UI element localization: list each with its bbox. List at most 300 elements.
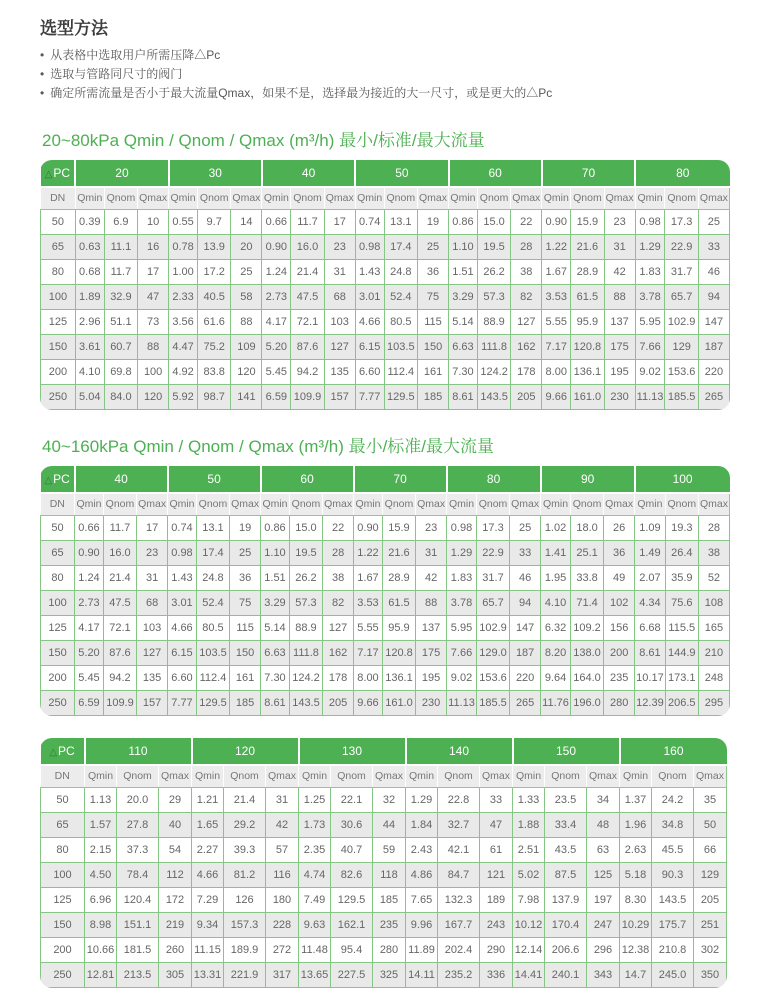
value-cell-qnom: 153.6 — [476, 665, 509, 690]
value-cell-qnom: 120.8 — [382, 640, 415, 665]
value-cell-qnom: 124.2 — [477, 359, 510, 384]
dpc-corner-label: PC — [53, 165, 71, 180]
value-cell-qmin: 1.67 — [354, 565, 383, 590]
value-cell-qmax: 46 — [510, 565, 541, 590]
value-cell-qnom: 196.0 — [570, 690, 603, 715]
value-cell-qmax: 180 — [266, 887, 299, 912]
value-cell-qmin: 0.66 — [75, 515, 104, 540]
table-row — [41, 309, 730, 334]
value-cell-qnom: 210.8 — [652, 937, 694, 962]
value-cell-qnom: 103.5 — [384, 334, 417, 359]
value-cell-qmin: 8.20 — [541, 640, 571, 665]
value-cell-qmax: 205 — [694, 887, 727, 912]
value-cell-qmin: 1.96 — [620, 812, 652, 837]
value-cell-qnom: 129.0 — [476, 640, 509, 665]
value-cell-qmax: 10 — [138, 209, 169, 234]
value-cell-qnom: 126 — [224, 887, 266, 912]
value-cell-qmax: 280 — [604, 690, 635, 715]
value-cell-qnom: 143.5 — [289, 690, 322, 715]
sub-header-qnom: Qnom — [331, 765, 373, 788]
value-cell-qmin: 3.01 — [168, 590, 197, 615]
value-cell-qmin: 8.61 — [449, 384, 478, 409]
value-cell-qnom: 136.1 — [571, 359, 604, 384]
value-cell-qmax: 175 — [416, 640, 447, 665]
table-row — [41, 812, 727, 837]
value-cell-qnom: 111.8 — [477, 334, 510, 359]
value-cell-qmax: 19 — [418, 209, 449, 234]
sub-header-qnom: Qnom — [224, 765, 266, 788]
value-cell-qmax: 157 — [324, 384, 355, 409]
value-cell-qmax: 63 — [587, 837, 620, 862]
value-cell-qnom: 61.6 — [198, 309, 231, 334]
value-cell-qmin: 4.66 — [355, 309, 384, 334]
dn-cell: 50 — [41, 515, 75, 540]
value-cell-qnom: 32.9 — [104, 284, 137, 309]
value-cell-qnom: 19.5 — [477, 234, 510, 259]
value-cell-qnom: 21.4 — [291, 259, 324, 284]
value-cell-qmax: 28 — [511, 234, 542, 259]
sub-header-qnom: Qnom — [652, 765, 694, 788]
value-cell-qmin: 0.68 — [75, 259, 104, 284]
value-cell-qmax: 157 — [137, 690, 168, 715]
value-cell-qmax: 161 — [418, 359, 449, 384]
value-cell-qmin: 1.33 — [513, 787, 545, 812]
value-cell-qmin: 0.90 — [262, 234, 291, 259]
value-cell-qnom: 31.7 — [665, 259, 698, 284]
value-cell-qnom: 143.5 — [477, 384, 510, 409]
value-cell-qnom: 72.1 — [103, 615, 136, 640]
value-cell-qnom: 28.9 — [571, 259, 604, 284]
value-cell-qmax: 121 — [480, 862, 513, 887]
sub-header-qmax: Qmax — [480, 765, 513, 788]
sub-header-qmin: Qmin — [620, 765, 652, 788]
value-cell-qnom: 26.2 — [289, 565, 322, 590]
table-row — [41, 384, 730, 409]
sub-header-qnom: Qnom — [196, 493, 229, 516]
sub-header-qmin: Qmin — [447, 493, 477, 516]
value-cell-qmax: 25 — [698, 209, 729, 234]
dn-cell: 125 — [41, 615, 75, 640]
value-cell-qmax: 125 — [587, 862, 620, 887]
sub-header-qmax: Qmax — [511, 187, 542, 210]
table-row — [41, 787, 727, 812]
value-cell-qmin: 3.78 — [447, 590, 477, 615]
value-cell-qnom: 21.6 — [382, 540, 415, 565]
bullet-item: • 从表格中选取用户所需压降△Pc — [40, 46, 730, 65]
dn-cell: 80 — [41, 565, 75, 590]
value-cell-qnom: 138.0 — [570, 640, 603, 665]
value-cell-qmax: 42 — [416, 565, 447, 590]
flow-rate-table — [40, 160, 730, 410]
value-cell-qmax: 165 — [698, 615, 729, 640]
value-cell-qmax: 162 — [511, 334, 542, 359]
value-cell-qnom: 25.1 — [570, 540, 603, 565]
value-cell-qmin: 11.15 — [192, 937, 224, 962]
value-cell-qnom: 39.3 — [224, 837, 266, 862]
value-cell-qmin: 4.47 — [169, 334, 198, 359]
bullet-list — [40, 46, 730, 104]
value-cell-qmin: 1.09 — [635, 515, 666, 540]
value-cell-qnom: 27.8 — [117, 812, 159, 837]
value-cell-qmin: 13.65 — [299, 962, 331, 987]
dn-header-cell: DN — [41, 765, 85, 788]
value-cell-qmax: 135 — [324, 359, 355, 384]
value-cell-qmin: 12.39 — [635, 690, 666, 715]
value-cell-qmax: 272 — [266, 937, 299, 962]
table-row — [41, 590, 730, 615]
value-cell-qmax: 26 — [604, 515, 635, 540]
value-cell-qmax: 178 — [511, 359, 542, 384]
value-cell-qmin: 0.90 — [542, 209, 571, 234]
value-cell-qmax: 36 — [604, 540, 635, 565]
value-cell-qmax: 48 — [587, 812, 620, 837]
value-cell-qnom: 13.9 — [198, 234, 231, 259]
value-cell-qmin: 0.98 — [168, 540, 197, 565]
dn-cell: 65 — [41, 540, 75, 565]
value-cell-qmin: 5.02 — [513, 862, 545, 887]
value-cell-qnom: 157.3 — [224, 912, 266, 937]
value-cell-qmin: 5.04 — [75, 384, 104, 409]
value-cell-qnom: 88.9 — [289, 615, 322, 640]
value-cell-qnom: 21.6 — [571, 234, 604, 259]
value-cell-qmax: 248 — [698, 665, 729, 690]
value-cell-qnom: 98.7 — [198, 384, 231, 409]
value-cell-qmin: 1.37 — [620, 787, 652, 812]
value-cell-qmax: 66 — [694, 837, 727, 862]
value-cell-qmax: 205 — [323, 690, 354, 715]
value-cell-qmax: 220 — [510, 665, 541, 690]
value-cell-qmax: 23 — [604, 209, 635, 234]
bullet-item: • 选取与管路同尺寸的阀门 — [40, 65, 730, 84]
value-cell-qnom: 57.3 — [477, 284, 510, 309]
value-cell-qmin: 5.18 — [620, 862, 652, 887]
value-cell-qnom: 143.5 — [652, 887, 694, 912]
value-cell-qmax: 52 — [698, 565, 729, 590]
sub-header-qnom: Qnom — [291, 187, 324, 210]
value-cell-qmax: 42 — [266, 812, 299, 837]
dn-cell: 250 — [41, 690, 75, 715]
flow-rate-table — [40, 466, 730, 716]
value-cell-qmax: 88 — [138, 334, 169, 359]
value-cell-qmax: 230 — [416, 690, 447, 715]
dn-cell: 125 — [41, 887, 85, 912]
value-cell-qmin: 1.13 — [85, 787, 117, 812]
value-cell-qmax: 38 — [323, 565, 354, 590]
value-cell-qmax: 33 — [698, 234, 729, 259]
value-cell-qmax: 210 — [698, 640, 729, 665]
sub-header-qmin: Qmin — [635, 187, 665, 210]
value-cell-qmax: 88 — [231, 309, 262, 334]
value-cell-qmax: 251 — [694, 912, 727, 937]
value-cell-qmax: 230 — [604, 384, 635, 409]
value-cell-qnom: 109.9 — [103, 690, 136, 715]
section-heading-40-160kpa: 40~160kPa Qmin / Qnom / Qmax (m³/h) 最小/标准/最大流量 — [42, 436, 495, 456]
value-cell-qmin: 2.63 — [620, 837, 652, 862]
dpc-group-header: 80 — [635, 160, 729, 187]
value-cell-qmin: 9.66 — [542, 384, 571, 409]
sub-header-qnom: Qnom — [198, 187, 231, 210]
value-cell-qnom: 52.4 — [384, 284, 417, 309]
value-cell-qnom: 26.2 — [477, 259, 510, 284]
value-cell-qmax: 94 — [698, 284, 729, 309]
value-cell-qmax: 19 — [230, 515, 261, 540]
value-cell-qmin: 7.30 — [261, 665, 290, 690]
value-cell-qnom: 65.7 — [665, 284, 698, 309]
value-cell-qmin: 4.66 — [168, 615, 197, 640]
value-cell-qmin: 7.30 — [449, 359, 478, 384]
value-cell-qnom: 213.5 — [117, 962, 159, 987]
value-cell-qmin: 2.35 — [299, 837, 331, 862]
value-cell-qmax: 156 — [604, 615, 635, 640]
value-cell-qmin: 0.74 — [168, 515, 197, 540]
value-cell-qmax: 75 — [418, 284, 449, 309]
value-cell-qmin: 1.49 — [635, 540, 666, 565]
value-cell-qnom: 129.5 — [384, 384, 417, 409]
sub-header-qmin: Qmin — [168, 493, 197, 516]
value-cell-qmin: 3.53 — [354, 590, 383, 615]
value-cell-qnom: 227.5 — [331, 962, 373, 987]
value-cell-qmax: 23 — [416, 515, 447, 540]
flow-rate-table — [40, 738, 727, 988]
value-cell-qmin: 7.49 — [299, 887, 331, 912]
value-cell-qmax: 350 — [694, 962, 727, 987]
value-cell-qnom: 71.4 — [570, 590, 603, 615]
value-cell-qmin: 1.21 — [192, 787, 224, 812]
value-cell-qmin: 0.98 — [635, 209, 665, 234]
sub-header-qnom: Qnom — [289, 493, 322, 516]
value-cell-qnom: 20.0 — [117, 787, 159, 812]
sub-header-qmin: Qmin — [75, 187, 104, 210]
dn-cell: 80 — [41, 837, 85, 862]
sub-header-qmin: Qmin — [355, 187, 384, 210]
dn-cell: 125 — [41, 309, 76, 334]
dpc-group-header: 30 — [169, 160, 262, 187]
value-cell-qmin: 6.59 — [75, 690, 104, 715]
table-row — [41, 540, 730, 565]
sub-header-qmax: Qmax — [266, 765, 299, 788]
value-cell-qmin: 9.66 — [354, 690, 383, 715]
table-row — [41, 690, 730, 715]
value-cell-qmin: 2.51 — [513, 837, 545, 862]
sub-header-qnom: Qnom — [476, 493, 509, 516]
value-cell-qmax: 46 — [698, 259, 729, 284]
value-cell-qmin: 12.38 — [620, 937, 652, 962]
value-cell-qmax: 47 — [138, 284, 169, 309]
table-row — [41, 359, 730, 384]
value-cell-qnom: 80.5 — [196, 615, 229, 640]
value-cell-qmin: 8.00 — [542, 359, 571, 384]
value-cell-qmin: 4.10 — [75, 359, 104, 384]
value-cell-qmin: 1.43 — [168, 565, 197, 590]
value-cell-qmin: 4.92 — [169, 359, 198, 384]
value-cell-qmin: 0.63 — [75, 234, 104, 259]
value-cell-qnom: 120.8 — [571, 334, 604, 359]
value-cell-qnom: 84.0 — [104, 384, 137, 409]
value-cell-qnom: 61.5 — [571, 284, 604, 309]
sub-header-qmin: Qmin — [513, 765, 545, 788]
value-cell-qnom: 94.2 — [103, 665, 136, 690]
value-cell-qnom: 102.9 — [665, 309, 698, 334]
value-cell-qmin: 8.00 — [354, 665, 383, 690]
value-cell-qmax: 295 — [698, 690, 729, 715]
value-cell-qnom: 75.6 — [665, 590, 698, 615]
value-cell-qmax: 33 — [510, 540, 541, 565]
value-cell-qmax: 17 — [324, 209, 355, 234]
sub-header-qmin: Qmin — [261, 493, 290, 516]
sub-header-qmax: Qmax — [698, 493, 729, 516]
value-cell-qnom: 82.6 — [331, 862, 373, 887]
sub-header-qmax: Qmax — [587, 765, 620, 788]
value-cell-qmin: 7.17 — [542, 334, 571, 359]
sub-header-qmax: Qmax — [416, 493, 447, 516]
value-cell-qnom: 132.3 — [438, 887, 480, 912]
dpc-header-row — [41, 160, 730, 187]
dn-header-cell: DN — [41, 187, 76, 210]
value-cell-qmax: 187 — [698, 334, 729, 359]
value-cell-qnom: 87.5 — [545, 862, 587, 887]
sub-header-qmin: Qmin — [75, 493, 104, 516]
value-cell-qnom: 40.5 — [198, 284, 231, 309]
value-cell-qmin: 7.98 — [513, 887, 545, 912]
value-cell-qnom: 95.9 — [382, 615, 415, 640]
value-cell-qmax: 161 — [230, 665, 261, 690]
value-cell-qmin: 3.53 — [542, 284, 571, 309]
value-cell-qmin: 3.56 — [169, 309, 198, 334]
value-cell-qmin: 4.17 — [262, 309, 291, 334]
value-cell-qmin: 1.10 — [449, 234, 478, 259]
value-cell-qmin: 7.29 — [192, 887, 224, 912]
value-cell-qnom: 161.0 — [382, 690, 415, 715]
value-cell-qmax: 185 — [373, 887, 406, 912]
value-cell-qmax: 200 — [604, 640, 635, 665]
value-cell-qmin: 6.68 — [635, 615, 666, 640]
value-cell-qnom: 120.4 — [117, 887, 159, 912]
value-cell-qmax: 31 — [137, 565, 168, 590]
sub-header-row — [41, 765, 727, 788]
value-cell-qmin: 0.66 — [262, 209, 291, 234]
value-cell-qnom: 24.8 — [196, 565, 229, 590]
dpc-group-header: 70 — [354, 466, 447, 493]
value-cell-qmin: 11.13 — [447, 690, 477, 715]
value-cell-qnom: 95.9 — [571, 309, 604, 334]
value-cell-qmin: 6.15 — [355, 334, 384, 359]
sub-header-qmin: Qmin — [85, 765, 117, 788]
sub-header-qnom: Qnom — [570, 493, 603, 516]
value-cell-qmax: 102 — [604, 590, 635, 615]
value-cell-qmax: 187 — [510, 640, 541, 665]
delta-icon: △ — [44, 168, 53, 180]
value-cell-qmax: 22 — [511, 209, 542, 234]
value-cell-qmax: 103 — [137, 615, 168, 640]
value-cell-qnom: 90.3 — [652, 862, 694, 887]
value-cell-qmin: 5.95 — [447, 615, 477, 640]
value-cell-qmax: 109 — [231, 334, 262, 359]
value-cell-qnom: 47.5 — [291, 284, 324, 309]
sub-header-qmax: Qmax — [159, 765, 192, 788]
value-cell-qmax: 17 — [138, 259, 169, 284]
dpc-group-header: 140 — [406, 738, 513, 765]
table-row — [41, 912, 727, 937]
value-cell-qmax: 31 — [416, 540, 447, 565]
dpc-group-header: 150 — [513, 738, 620, 765]
value-cell-qmin: 1.29 — [635, 234, 665, 259]
value-cell-qmin: 0.86 — [449, 209, 478, 234]
value-cell-qmin: 3.78 — [635, 284, 665, 309]
value-cell-qnom: 129.5 — [196, 690, 229, 715]
value-cell-qnom: 185.5 — [476, 690, 509, 715]
value-cell-qmax: 120 — [231, 359, 262, 384]
value-cell-qmin: 4.50 — [85, 862, 117, 887]
value-cell-qmin: 1.24 — [262, 259, 291, 284]
value-cell-qnom: 17.3 — [476, 515, 509, 540]
value-cell-qmin: 5.55 — [354, 615, 383, 640]
value-cell-qnom: 173.1 — [665, 665, 698, 690]
value-cell-qmax: 22 — [323, 515, 354, 540]
value-cell-qnom: 72.1 — [291, 309, 324, 334]
value-cell-qmax: 265 — [698, 384, 729, 409]
value-cell-qmax: 88 — [604, 284, 635, 309]
value-cell-qmax: 103 — [324, 309, 355, 334]
dn-cell: 100 — [41, 862, 85, 887]
value-cell-qnom: 15.0 — [289, 515, 322, 540]
dn-cell: 50 — [41, 787, 85, 812]
value-cell-qmin: 1.25 — [299, 787, 331, 812]
value-cell-qmax: 118 — [373, 862, 406, 887]
sub-header-qmax: Qmax — [604, 187, 635, 210]
delta-icon: △ — [49, 746, 58, 758]
value-cell-qmax: 54 — [159, 837, 192, 862]
value-cell-qnom: 153.6 — [665, 359, 698, 384]
value-cell-qmin: 5.45 — [75, 665, 104, 690]
value-cell-qmax: 185 — [418, 384, 449, 409]
value-cell-qnom: 202.4 — [438, 937, 480, 962]
value-cell-qmin: 1.89 — [75, 284, 104, 309]
value-cell-qmin: 1.67 — [542, 259, 571, 284]
table-row — [41, 615, 730, 640]
sub-header-qmax: Qmax — [138, 187, 169, 210]
value-cell-qmin: 4.17 — [75, 615, 104, 640]
value-cell-qmin: 1.51 — [261, 565, 290, 590]
value-cell-qmin: 14.7 — [620, 962, 652, 987]
sub-header-qmin: Qmin — [542, 187, 571, 210]
value-cell-qmax: 220 — [698, 359, 729, 384]
value-cell-qmin: 6.96 — [85, 887, 117, 912]
value-cell-qnom: 83.8 — [198, 359, 231, 384]
value-cell-qnom: 24.2 — [652, 787, 694, 812]
sub-header-qmax: Qmax — [137, 493, 168, 516]
value-cell-qmin: 1.84 — [406, 812, 438, 837]
value-cell-qnom: 45.5 — [652, 837, 694, 862]
value-cell-qnom: 221.9 — [224, 962, 266, 987]
value-cell-qmin: 3.61 — [75, 334, 104, 359]
value-cell-qmin: 6.32 — [541, 615, 571, 640]
value-cell-qnom: 15.9 — [382, 515, 415, 540]
value-cell-qmin: 6.59 — [262, 384, 291, 409]
value-cell-qnom: 88.9 — [477, 309, 510, 334]
value-cell-qmin: 1.24 — [75, 565, 104, 590]
value-cell-qnom: 94.2 — [291, 359, 324, 384]
dn-cell: 150 — [41, 640, 75, 665]
table-row — [41, 515, 730, 540]
value-cell-qmin: 13.31 — [192, 962, 224, 987]
dn-header-cell: DN — [41, 493, 75, 516]
value-cell-qmin: 10.17 — [635, 665, 666, 690]
value-cell-qnom: 30.6 — [331, 812, 373, 837]
flow-table-40-160kpa-part2 — [40, 738, 727, 988]
value-cell-qnom: 80.5 — [384, 309, 417, 334]
dpc-group-header: 90 — [541, 466, 635, 493]
value-cell-qmin: 8.61 — [261, 690, 290, 715]
